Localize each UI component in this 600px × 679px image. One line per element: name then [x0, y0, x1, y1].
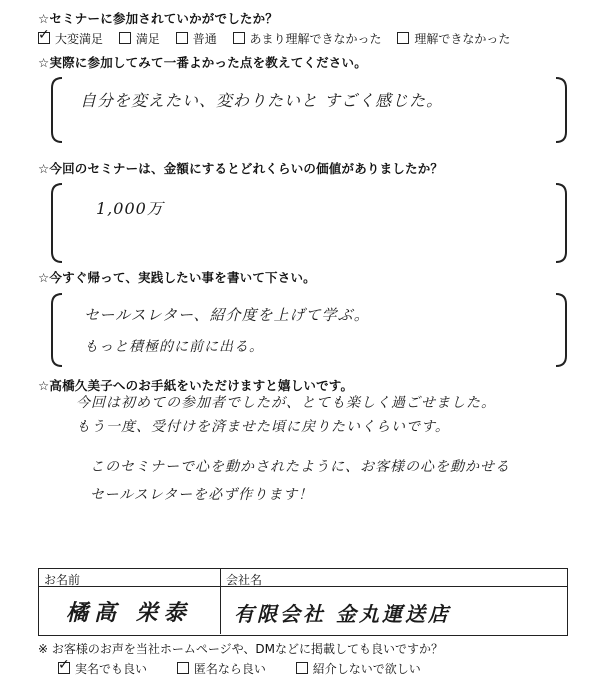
permission-option-real-name[interactable]: ✓実名でも良い: [58, 660, 147, 677]
q5-answer-line: このセミナーで心を動かされたように、お客様の心を動かせる: [90, 459, 510, 475]
permission-option-anonymous[interactable]: 匿名なら良い: [177, 660, 266, 677]
q5-answer-line: セールスレターを必ず作ります！: [90, 487, 314, 503]
checkbox-icon[interactable]: [119, 32, 131, 44]
name-signature: 橘高 栄泰: [66, 600, 192, 626]
answer-bracket: [48, 76, 570, 146]
q4-title: ☆今すぐ帰って、実践したい事を書いて下さい。: [38, 270, 316, 285]
divider: [220, 568, 221, 634]
q1-options: [38, 30, 522, 47]
permission-note: ※ お客様のお声を当社ホームページや、DMなどに掲載しても良いですか？: [38, 642, 443, 656]
q5-answer-line: もう一度、受付けを済ませた頃に戻りたいくらいです。: [76, 419, 450, 435]
name-label: お名前: [44, 573, 81, 587]
answer-bracket: [48, 182, 570, 266]
q1-option-not-understood[interactable]: 理解できなかった: [397, 30, 510, 47]
checkbox-checked-icon[interactable]: [58, 662, 70, 674]
checkbox-checked-icon[interactable]: [38, 32, 50, 44]
checkbox-icon[interactable]: [176, 32, 188, 44]
q1-title: ☆セミナーに参加されていかがでしたか？: [38, 11, 279, 26]
q1-option-normal[interactable]: 普通: [176, 30, 217, 47]
q1-option-very-satisfied[interactable]: ✓大変満足: [38, 30, 103, 47]
q2-answer: 自分を変えたい、変わりたいと すごく感じた。: [80, 91, 444, 110]
q2-title: ☆実際に参加してみて一番よかった点を教えてください。: [38, 55, 367, 70]
permission-options: [58, 660, 447, 677]
q4-answer-line: もっと積極的に前に出る。: [84, 339, 264, 355]
q1-option-not-much[interactable]: あまり理解できなかった: [233, 30, 382, 47]
company-signature: 有限会社 金丸運送店: [234, 602, 451, 626]
checkbox-icon[interactable]: [233, 32, 245, 44]
q4-answer-line: セールスレター、紹介度を上げて学ぶ。: [84, 306, 370, 324]
company-label: 会社名: [226, 573, 263, 587]
q1-option-satisfied[interactable]: 満足: [119, 30, 160, 47]
checkbox-icon[interactable]: [296, 662, 308, 674]
q5-answer-line: 今回は初めての参加者でしたが、とても楽しく過ごせました。: [76, 395, 496, 411]
q3-answer: 1,000万: [96, 199, 164, 218]
checkbox-icon[interactable]: [397, 32, 409, 44]
checkbox-icon[interactable]: [177, 662, 189, 674]
divider: [38, 586, 568, 587]
permission-option-do-not-introduce[interactable]: 紹介しないで欲しい: [296, 660, 421, 677]
q5-title: ☆高橋久美子へのお手紙をいただけますと嬉しいです。: [38, 378, 354, 393]
q3-title: ☆今回のセミナーは、金額にするとどれくらいの価値がありましたか？: [38, 161, 444, 176]
